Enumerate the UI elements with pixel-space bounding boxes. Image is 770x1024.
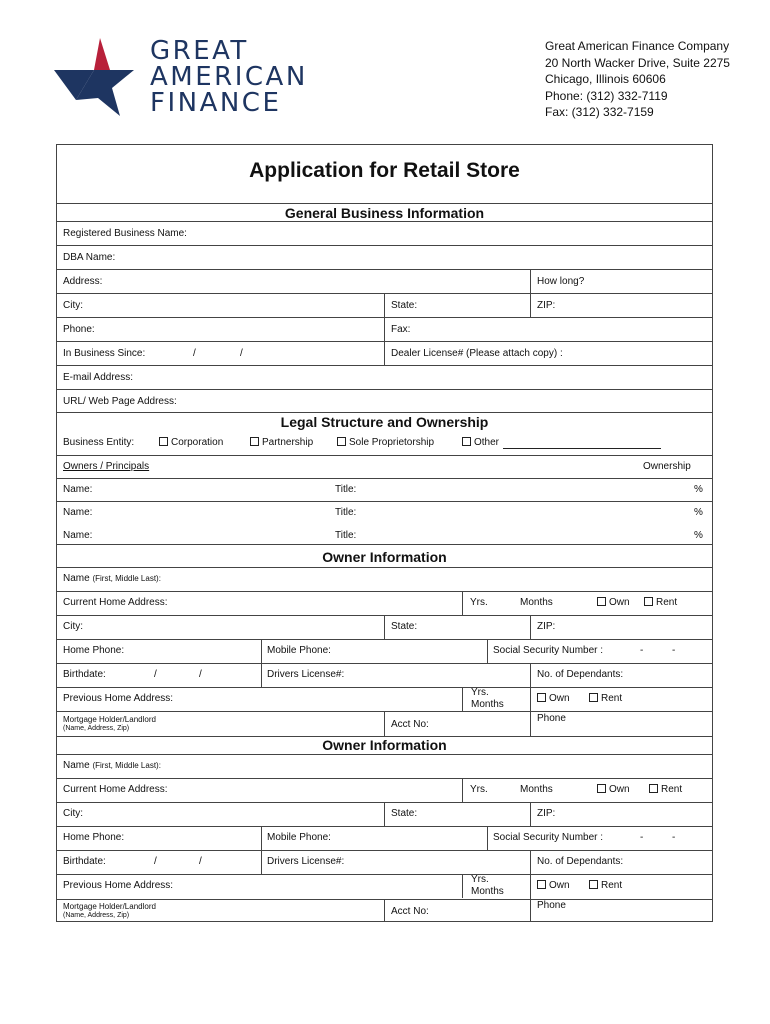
name-hint: (First, Middle Last):: [92, 574, 161, 583]
divider: [530, 802, 531, 826]
other-entity-input[interactable]: [503, 448, 661, 449]
current-address-field[interactable]: Current Home Address:: [63, 784, 168, 795]
rule: [57, 663, 712, 664]
rule: [57, 269, 712, 270]
mortgage-hint: (Name, Address, Zip): [63, 912, 130, 919]
own-label: Own: [609, 784, 630, 795]
rule: [57, 245, 712, 246]
name-label: Name: [63, 760, 90, 771]
date-separator: /: [199, 669, 202, 680]
name-label: Name: [63, 573, 90, 584]
checkbox-icon: [159, 437, 168, 446]
prev-rent-checkbox[interactable]: [589, 880, 622, 892]
checkbox-icon: [597, 784, 606, 793]
prev-years-field[interactable]: Yrs.: [471, 687, 489, 698]
divider: [530, 293, 531, 317]
prev-rent-checkbox[interactable]: [589, 693, 622, 705]
date-separator: /: [154, 669, 157, 680]
birthdate-field[interactable]: Birthdate:: [63, 669, 106, 680]
other-checkbox[interactable]: [462, 437, 499, 449]
own-checkbox[interactable]: [597, 784, 630, 796]
application-form: [56, 144, 713, 922]
ssn-field[interactable]: Social Security Number :: [493, 832, 604, 843]
checkbox-icon: [597, 597, 606, 606]
ssn-dash: -: [672, 645, 676, 656]
divider: [530, 269, 531, 293]
checkbox-icon: [644, 597, 653, 606]
rule: [57, 365, 712, 366]
checkbox-icon: [462, 437, 471, 446]
rent-checkbox[interactable]: [644, 597, 677, 609]
rule: [57, 639, 712, 640]
current-address-field[interactable]: Current Home Address:: [63, 597, 168, 608]
landlord-phone-field[interactable]: Phone: [537, 900, 566, 911]
rule: [57, 874, 712, 875]
checkbox-icon: [537, 693, 546, 702]
rent-label: Rent: [656, 597, 678, 608]
date-separator: /: [240, 348, 243, 359]
divider: [384, 293, 385, 365]
form-title: Application for Retail Store: [249, 159, 520, 182]
mortgage-holder-field[interactable]: Mortgage Holder/Landlord: [63, 902, 156, 911]
owners-principals-label: Owners / Principals: [63, 461, 150, 472]
previous-address-field[interactable]: Previous Home Address:: [63, 693, 174, 704]
prev-own-checkbox[interactable]: [537, 693, 570, 705]
dependants-field[interactable]: No. of Dependants:: [537, 856, 624, 867]
rule: [57, 778, 712, 779]
owner-title-field[interactable]: Title:: [335, 507, 357, 518]
dependants-field[interactable]: No. of Dependants:: [537, 669, 624, 680]
owner-zip-field[interactable]: ZIP:: [537, 621, 556, 632]
city-field[interactable]: City:: [63, 300, 83, 311]
name-hint: (First, Middle Last):: [92, 761, 161, 770]
rule: [57, 412, 712, 413]
registered-name-field[interactable]: Registered Business Name:: [63, 228, 187, 239]
owner-name-field[interactable]: Name:: [63, 507, 93, 518]
landlord-phone-field[interactable]: Phone: [537, 713, 566, 724]
mortgage-hint: (Name, Address, Zip): [63, 725, 130, 732]
ssn-dash: -: [640, 832, 644, 843]
own-label: Own: [549, 880, 570, 891]
corporation-label: Corporation: [171, 437, 224, 448]
divider: [384, 711, 385, 736]
owner-title-field[interactable]: Title:: [335, 484, 357, 495]
divider: [384, 899, 385, 922]
section-heading-owner-2: Owner Information: [322, 737, 447, 753]
rule: [57, 389, 712, 390]
divider: [462, 778, 463, 802]
checkbox-icon: [649, 784, 658, 793]
dba-name-field[interactable]: DBA Name:: [63, 252, 116, 263]
prev-months-field[interactable]: Months: [471, 699, 504, 710]
acct-no-field[interactable]: Acct No:: [391, 906, 429, 917]
rule: [57, 754, 712, 755]
rent-label: Rent: [601, 880, 623, 891]
years-field[interactable]: Yrs.: [470, 784, 488, 795]
business-entity-label: Business Entity:: [63, 437, 135, 448]
partnership-checkbox[interactable]: [250, 437, 313, 449]
company-info: [545, 38, 730, 121]
zip-field[interactable]: ZIP:: [537, 300, 556, 311]
months-field[interactable]: Months: [520, 597, 553, 608]
state-field[interactable]: State:: [391, 300, 418, 311]
owner-state-field[interactable]: State:: [391, 621, 418, 632]
phone-field[interactable]: Phone:: [63, 324, 95, 335]
mobile-phone-field[interactable]: Mobile Phone:: [267, 832, 331, 843]
sole-proprietorship-checkbox[interactable]: [337, 437, 434, 449]
divider: [462, 591, 463, 615]
company-fax: Fax: (312) 332-7159: [545, 105, 654, 120]
ssn-dash: -: [672, 832, 676, 843]
company-street: 20 North Wacker Drive, Suite 2275: [545, 55, 730, 70]
owner-full-name-field[interactable]: [63, 573, 161, 585]
owner-name-field[interactable]: Name:: [63, 484, 93, 495]
divider: [487, 639, 488, 663]
logo-line-3: FINANCE: [150, 88, 282, 118]
rule: [57, 221, 712, 222]
own-label: Own: [609, 597, 630, 608]
divider: [462, 687, 463, 711]
in-business-since-field[interactable]: In Business Since:: [63, 348, 146, 359]
owner-full-name-field[interactable]: [63, 760, 161, 772]
years-field[interactable]: Yrs.: [470, 597, 488, 608]
date-separator: /: [154, 856, 157, 867]
own-checkbox[interactable]: [597, 597, 630, 609]
how-long-field[interactable]: How long?: [537, 276, 585, 287]
acct-no-field[interactable]: Acct No:: [391, 719, 429, 730]
sole-proprietorship-label: Sole Proprietorship: [349, 437, 435, 448]
divider: [530, 850, 531, 922]
prev-years-field[interactable]: Yrs.: [471, 874, 489, 885]
birthdate-field[interactable]: Birthdate:: [63, 856, 106, 867]
checkbox-icon: [250, 437, 259, 446]
drivers-license-field[interactable]: Drivers License#:: [267, 856, 345, 867]
rent-label: Rent: [661, 784, 683, 795]
drivers-license-field[interactable]: Drivers License#:: [267, 669, 345, 680]
logo-line-1: GREAT: [150, 36, 249, 66]
rule: [57, 567, 712, 568]
checkbox-icon: [589, 880, 598, 889]
section-heading-owner-1: Owner Information: [322, 549, 447, 565]
url-field[interactable]: URL/ Web Page Address:: [63, 396, 177, 407]
date-separator: /: [193, 348, 196, 359]
rule: [57, 850, 712, 851]
owner-city-field[interactable]: City:: [63, 808, 83, 819]
home-phone-field[interactable]: Home Phone:: [63, 645, 125, 656]
section-heading-legal: Legal Structure and Ownership: [280, 414, 489, 430]
prev-own-checkbox[interactable]: [537, 880, 570, 892]
rent-label: Rent: [601, 693, 623, 704]
months-field[interactable]: Months: [520, 784, 553, 795]
rule: [57, 501, 712, 502]
logo-line-2: AMERICAN: [150, 62, 308, 92]
company-phone: Phone: (312) 332-7119: [545, 88, 668, 103]
ownership-percent[interactable]: %: [694, 484, 703, 495]
email-field[interactable]: E-mail Address:: [63, 372, 134, 383]
divider: [384, 802, 385, 826]
rule: [57, 203, 712, 204]
rule: [57, 591, 712, 592]
checkbox-icon: [537, 880, 546, 889]
ssn-field[interactable]: Social Security Number :: [493, 645, 604, 656]
rule: [57, 455, 712, 456]
address-field[interactable]: Address:: [63, 276, 103, 287]
previous-address-field[interactable]: Previous Home Address:: [63, 880, 174, 891]
date-separator: /: [199, 856, 202, 867]
divider: [261, 826, 262, 874]
rent-checkbox[interactable]: [649, 784, 682, 796]
mortgage-holder-field[interactable]: Mortgage Holder/Landlord: [63, 715, 156, 724]
partnership-label: Partnership: [262, 437, 314, 448]
company-name: Great American Finance Company: [545, 39, 730, 53]
divider: [530, 663, 531, 737]
ownership-label: Ownership: [643, 461, 691, 472]
owner-zip-field[interactable]: ZIP:: [537, 808, 556, 819]
ownership-percent[interactable]: %: [694, 530, 703, 541]
own-label: Own: [549, 693, 570, 704]
corporation-checkbox[interactable]: [159, 437, 223, 449]
divider: [261, 639, 262, 687]
divider: [384, 615, 385, 639]
dealer-license-field[interactable]: Dealer License# (Please attach copy) :: [391, 348, 563, 359]
mobile-phone-field[interactable]: Mobile Phone:: [267, 645, 331, 656]
rule: [57, 687, 712, 688]
other-label: Other: [474, 437, 500, 448]
rule: [57, 544, 712, 545]
fax-field[interactable]: Fax:: [391, 324, 411, 335]
rule: [57, 826, 712, 827]
company-city: Chicago, Illinois 60606: [545, 72, 666, 87]
divider: [487, 826, 488, 850]
home-phone-field[interactable]: Home Phone:: [63, 832, 125, 843]
owner-title-field[interactable]: Title:: [335, 530, 357, 541]
section-heading-general: General Business Information: [284, 205, 485, 221]
ssn-dash: -: [640, 645, 644, 656]
owner-city-field[interactable]: City:: [63, 621, 83, 632]
company-logo: [54, 36, 319, 118]
star-logo-icon: [54, 36, 136, 118]
owner-name-field[interactable]: Name:: [63, 530, 93, 541]
rule: [57, 478, 712, 479]
divider: [462, 874, 463, 898]
divider: [530, 615, 531, 639]
prev-months-field[interactable]: Months: [471, 886, 504, 897]
ownership-percent[interactable]: %: [694, 507, 703, 518]
checkbox-icon: [337, 437, 346, 446]
owner-state-field[interactable]: State:: [391, 808, 418, 819]
checkbox-icon: [589, 693, 598, 702]
